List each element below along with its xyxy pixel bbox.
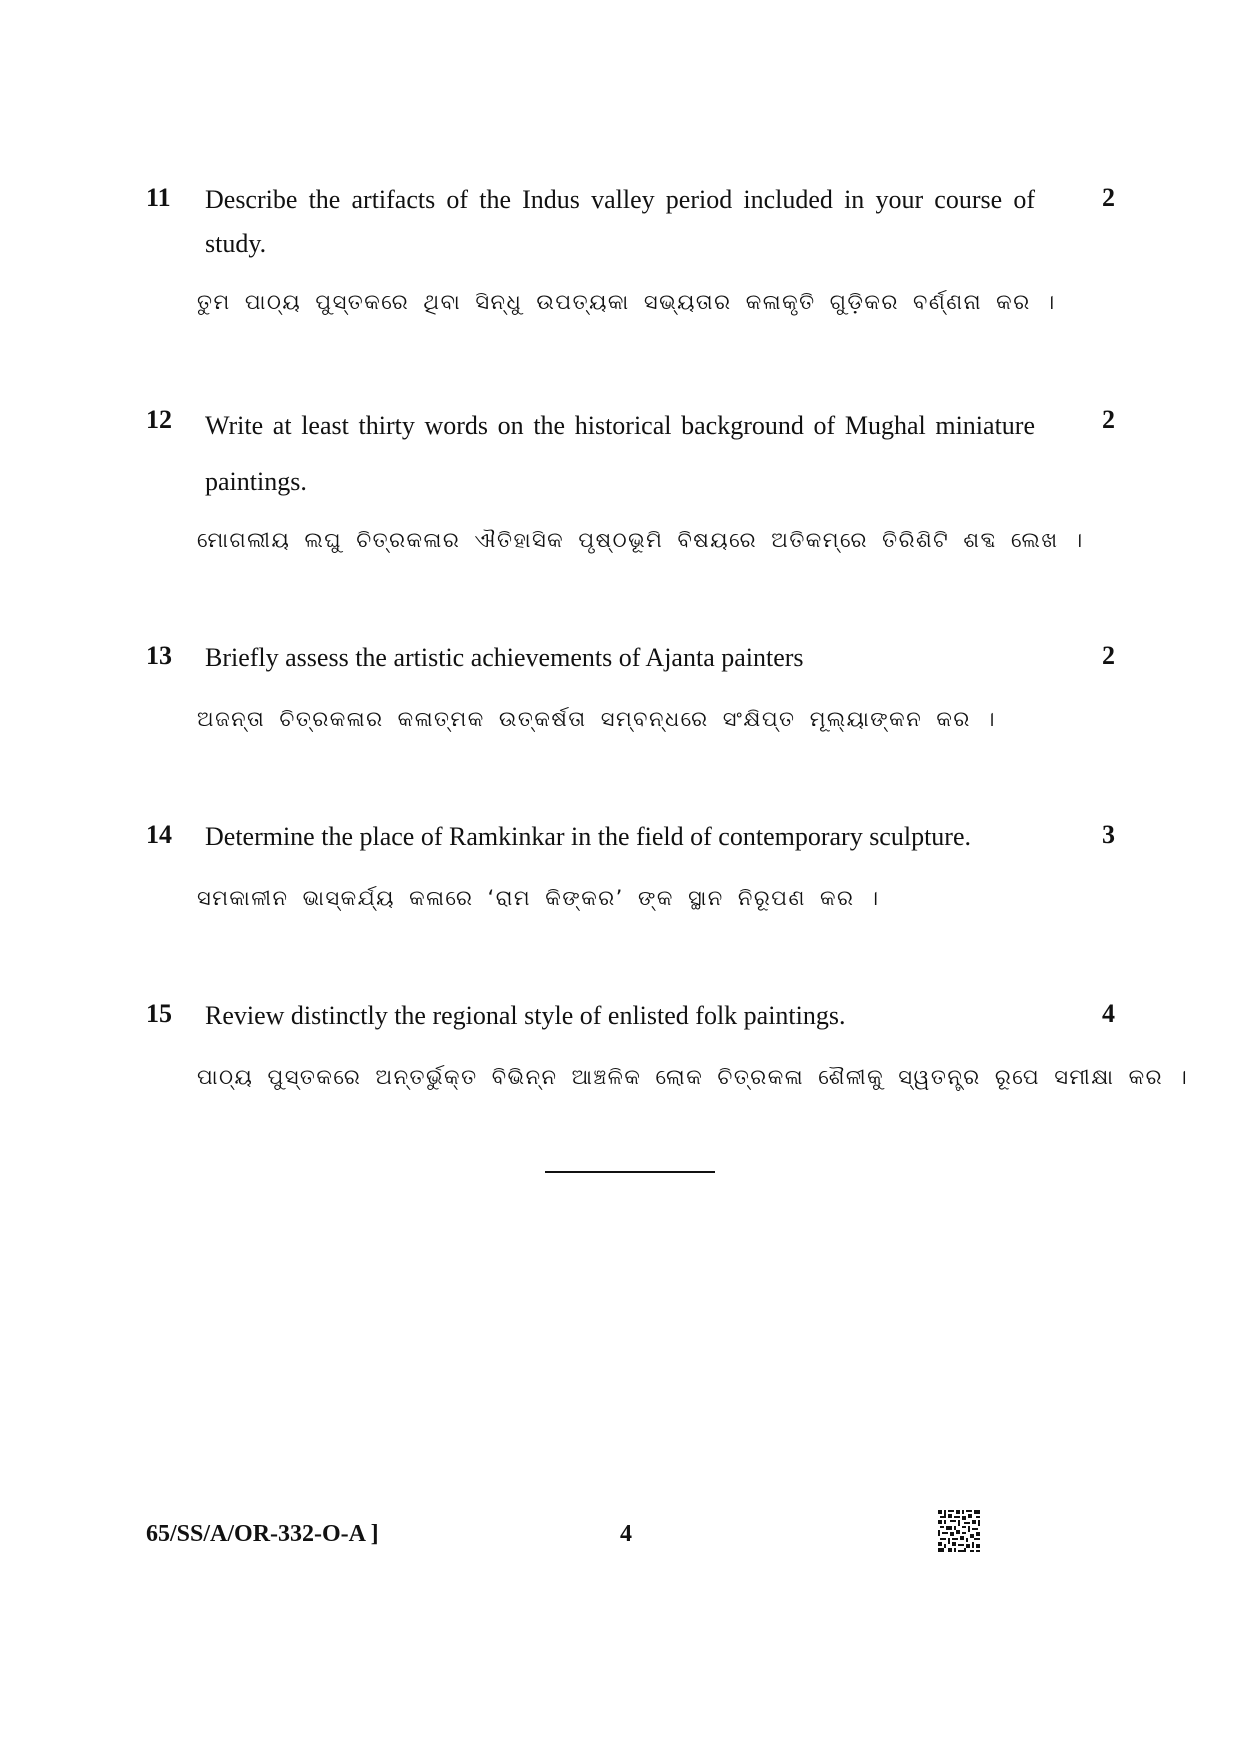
question-marks: 2 [1102,183,1115,212]
question-number: 11 [146,183,171,212]
question-marks: 2 [1102,641,1115,670]
question-text: Review distinctly the regional style of enlisted folk paintings. [205,1001,846,1030]
question-text-odia: ତୁମ ପାଠ୍ୟ ପୁସ୍ତକରେ ଥିବା ସିନ୍ଧୁ ଉପତ୍ୟକା ସଭ୍ୟତାର କଳାକୃତି ଗୁଡ଼ିକର ବର୍ଣ୍ଣନା କର । [197,290,1056,314]
question-marks: 2 [1102,405,1115,434]
question-number: 14 [146,820,172,849]
question-text: Describe the artifacts of the Indus valley period included in your course of study. [205,185,1035,258]
question-marks: 3 [1102,820,1115,849]
question-text: Write at least thirty words on the historical background of Mughal miniature paintings. [205,411,1035,496]
question-number: 13 [146,641,172,670]
question-marks: 4 [1102,999,1115,1028]
page-number: 4 [620,1521,632,1547]
question-text-odia: ମୋଗଲୀୟ ଲଘୁ ଚିତ୍ରକଳାର ଐତିହାସିକ ପୃଷ୍ଠଭୂମି ବିଷୟରେ ଅତିକମ୍‌ରେ ତିରିଶିଟି ଶବ୍ଦ ଲେଖ । [197,528,1084,552]
end-of-paper-rule [545,1171,715,1173]
question-number: 12 [146,405,172,434]
question-text: Briefly assess the artistic achievements of Ajanta painters [205,643,804,672]
question-text: Determine the place of Ramkinkar in the field of contemporary sculpture. [205,822,971,851]
question-number: 15 [146,999,172,1028]
paper-code: 65/SS/A/OR-332-O-A ] [146,1521,379,1547]
question-text-odia: ସମକାଳୀନ ଭାସ୍କର୍ଯ୍ୟ କଳାରେ ‘ରାମ କିଙ୍କର’ ଙ୍କ ସ୍ଥାନ ନିରୂପଣ କର । [197,886,880,910]
question-text-odia: ଅଜନ୍ତା ଚିତ୍ରକଳାର କଳାତ୍ମକ ଉତ୍କର୍ଷତା ସମ୍ବନ୍ଧରେ ସଂକ୍ଷିପ୍ତ ମୂଲ୍ୟାଙ୍କନ କର । [197,707,996,731]
qr-code-icon [938,1510,980,1552]
question-text-odia: ପାଠ୍ୟ ପୁସ୍ତକରେ ଅନ୍ତର୍ଭୁକ୍ତ ବିଭିନ୍ନ ଆଞ୍ଚଳିକ ଲୋକ ଚିତ୍ରକଳା ଶୈଳୀକୁ ସ୍ୱତନ୍ତ୍ର ରୂପେ ସମୀକ୍ଷା କର । [197,1065,1189,1089]
